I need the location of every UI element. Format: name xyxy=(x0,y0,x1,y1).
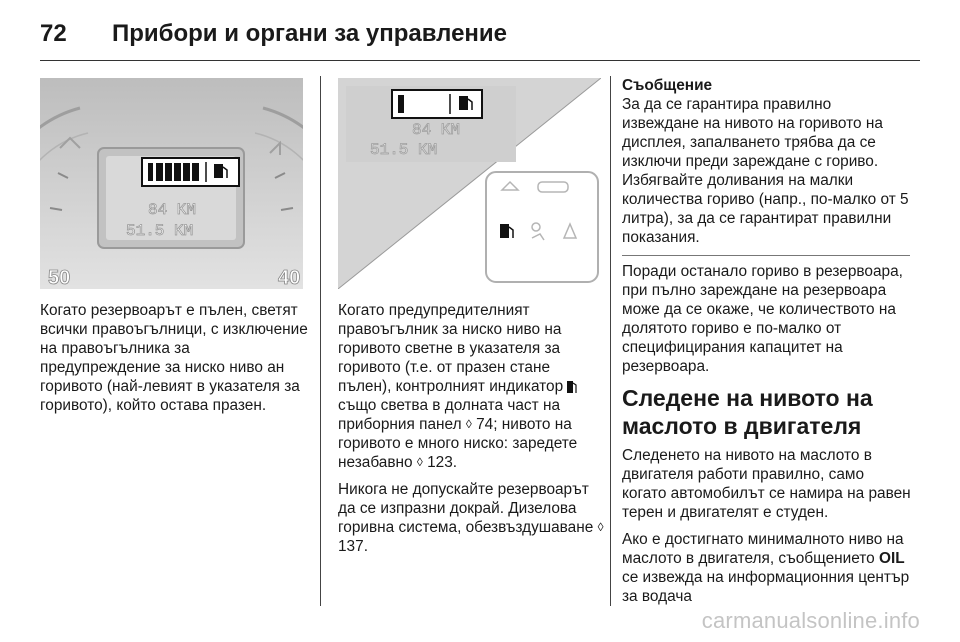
note-divider xyxy=(622,255,910,256)
column-divider-left xyxy=(320,76,321,606)
low-fuel-paragraph xyxy=(338,301,606,472)
low-fuel-illustration xyxy=(338,78,601,289)
note-body: За да се гарантира правилно извеждане на нивото на горивото на дисплея, запалването трябва да се изключи преди зареждане с гориво. Избягвайте доливания на малки количества гориво (напр., по-малко от 5 литра), за да се гарантират правилни показания. xyxy=(622,96,909,246)
scale-number-left: 50 xyxy=(48,267,71,289)
page-reference-link[interactable]: 74 xyxy=(476,416,494,433)
page-number: 72 xyxy=(40,20,67,47)
low-fuel-text-2: също светва в долната част на приборния панел xyxy=(338,397,560,433)
column-divider-right xyxy=(610,76,611,606)
empty-tank-paragraph xyxy=(338,480,606,556)
display-line-1: 84 KM xyxy=(148,201,197,219)
page-reference-link[interactable]: 123 xyxy=(427,454,453,471)
reference-marker: ◊ xyxy=(465,417,472,431)
oil-minimum-text-1: Ако е достигнато минималното ниво на маслото в двигателя, съобщението xyxy=(622,531,904,567)
page-header xyxy=(40,14,507,54)
residual-fuel-paragraph: Поради останало гориво в резервоара, при пълно зареждане на резервоара може да се окаже, че количеството на долятото гориво е по-малко от специфицирания капацитет на резервоара. xyxy=(622,263,903,375)
figure-fuel-gauge-low xyxy=(338,78,601,289)
column-3-text xyxy=(622,76,912,606)
scale-number-right: 40 xyxy=(278,267,301,289)
empty-tank-text-2: . xyxy=(363,538,368,555)
low-fuel-text-4: . xyxy=(452,454,458,471)
reference-marker: ◊ xyxy=(597,520,604,534)
display2-line-2: 51.5 KM xyxy=(370,141,438,159)
header-rule xyxy=(40,60,920,61)
full-tank-paragraph: Когато резервоарът е пълен, светят всички правоъгълници, с изключение на правоъгълника за предупреждение за ниско ниво ан горивото (най-левият в указателя за горивото), който остава празен. xyxy=(40,302,308,414)
page-title: Прибори и органи за управление xyxy=(112,20,508,47)
instrument-cluster-illustration xyxy=(40,78,303,289)
oil-message-label: OIL xyxy=(879,550,905,567)
column-1-text xyxy=(40,301,310,415)
empty-tank-text-1: Никога не допускайте резервоарът да се изпразни докрай. Дизелова горивна система, обезвъздушаване xyxy=(338,481,594,536)
reference-marker: ◊ xyxy=(416,455,423,469)
column-2-text xyxy=(338,301,606,556)
section-heading-oil-level: Следене на нивото на маслото в двигателя xyxy=(622,385,873,439)
low-fuel-text-3: ; нивото на горивото е много ниско: заредете незабавно xyxy=(338,416,578,471)
watermark: carmanualsonline.info xyxy=(701,608,920,633)
oil-monitoring-paragraph: Следенето на нивото на маслото в двигателя работи правилно, само когато автомобилът се намира на равен терен и двигателят е студен. xyxy=(622,447,911,521)
display2-line-1: 84 KM xyxy=(412,121,461,139)
display-line-2: 51.5 KM xyxy=(126,222,194,240)
oil-minimum-paragraph xyxy=(622,530,912,606)
oil-minimum-text-2: се извежда на информационния център за водача xyxy=(622,569,910,605)
low-fuel-text-1: Когато предупредителният правоъгълник за ниско ниво на горивото светне в указателя за горивото (т.е. от празен стане пълен), контролният индикатор xyxy=(338,302,564,395)
figure-fuel-gauge-full xyxy=(40,78,303,289)
page-reference-link[interactable]: 137 xyxy=(338,538,364,555)
fuel-pump-icon xyxy=(567,379,577,393)
note-title: Съобщение xyxy=(622,77,713,94)
